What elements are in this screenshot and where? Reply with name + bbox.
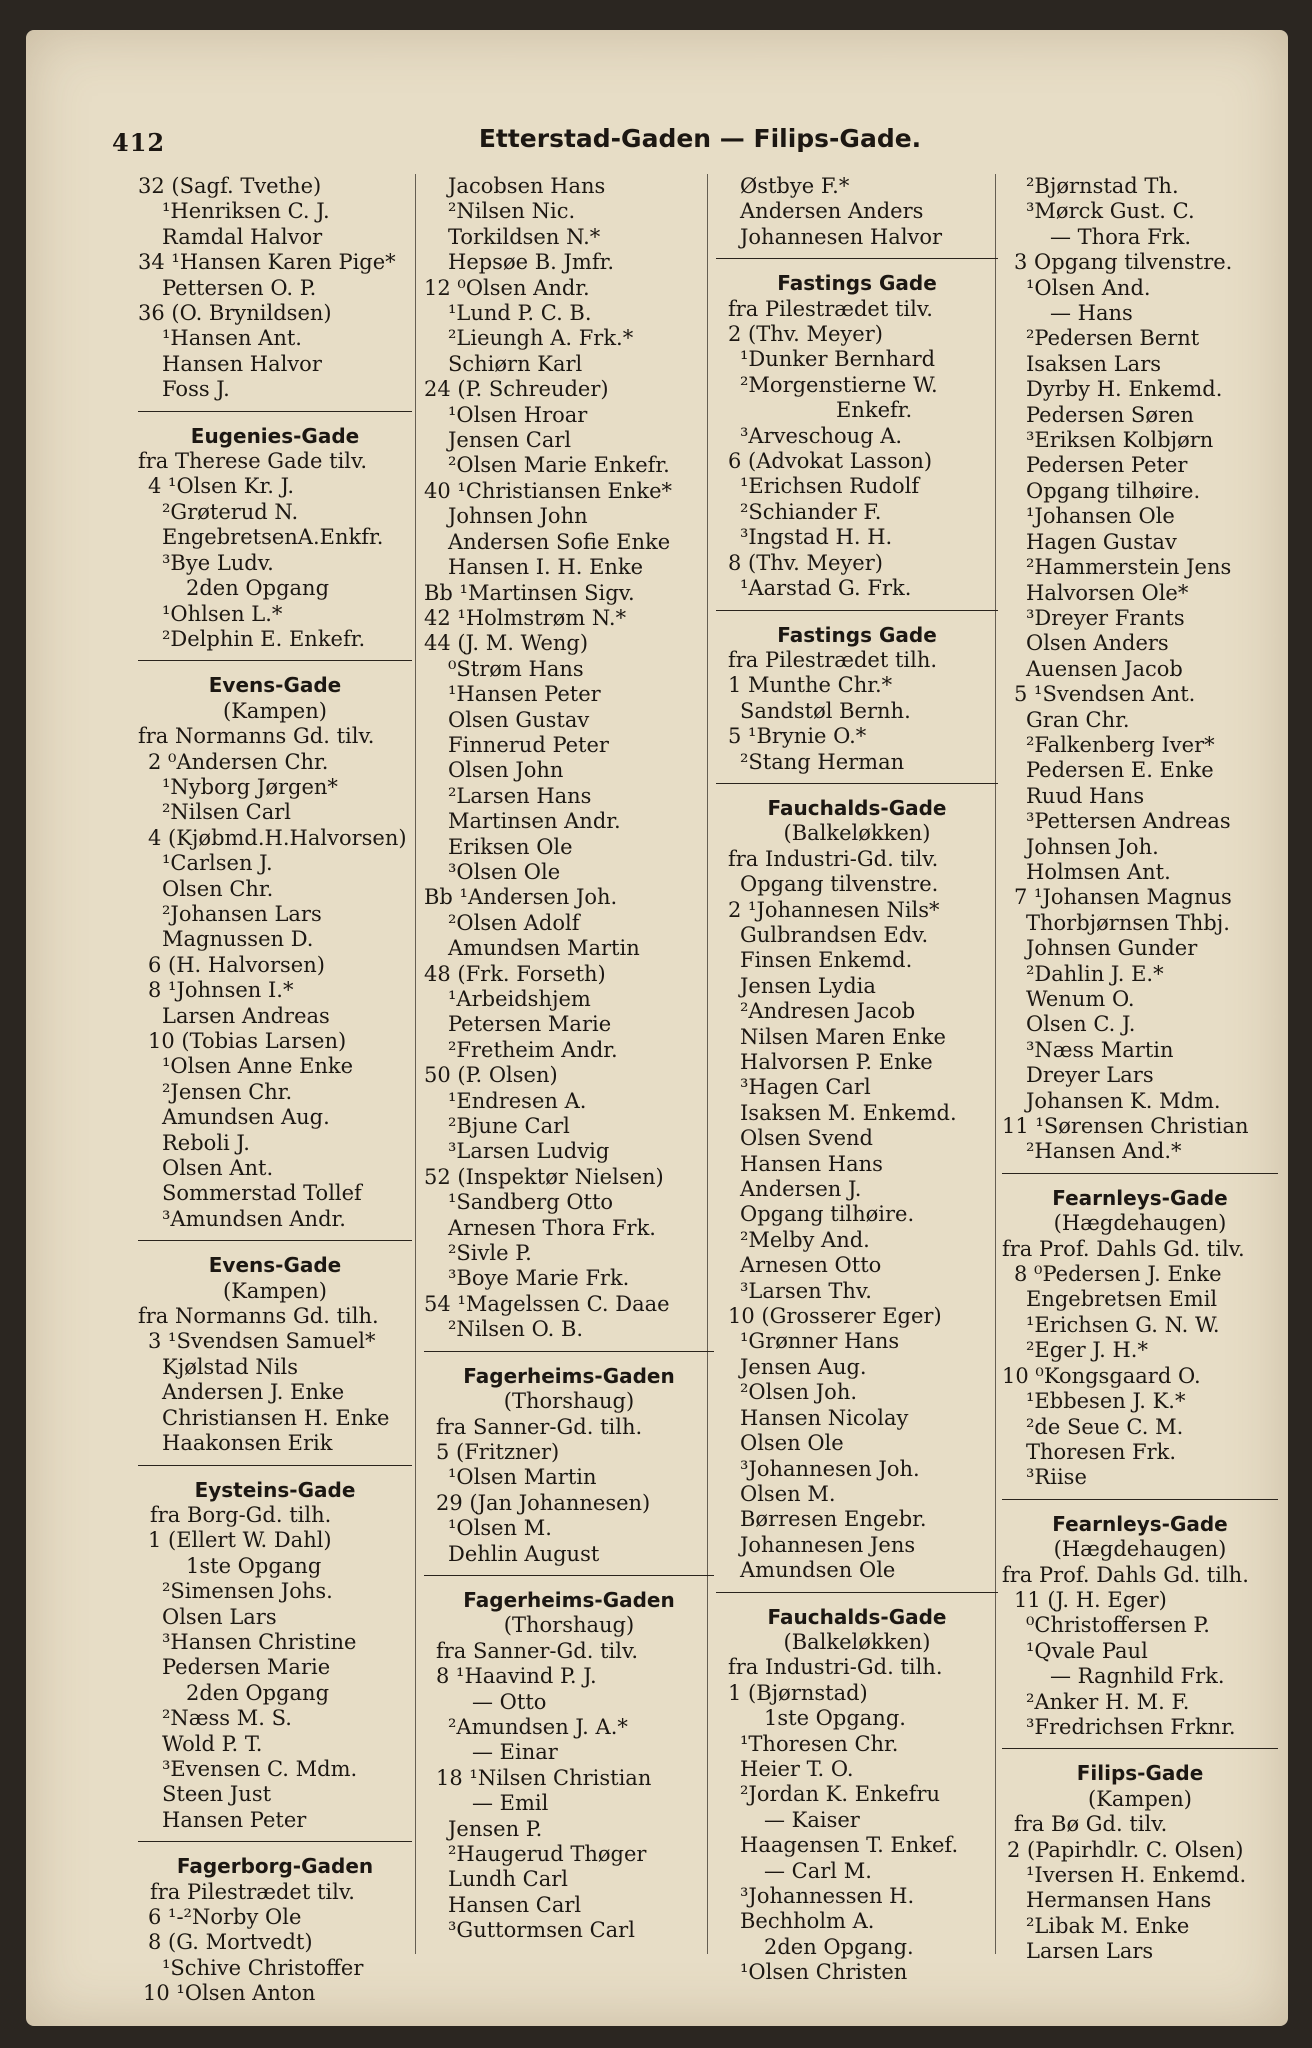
directory-entry: ²Schiander F. xyxy=(740,499,882,524)
directory-entry: ²Simensen Johs. xyxy=(162,1579,333,1604)
street-heading: Eysteins-Gade xyxy=(194,1477,356,1502)
directory-entry: fra Therese Gade tilv. xyxy=(138,449,368,474)
directory-entry: Christiansen H. Enke xyxy=(162,1405,390,1430)
directory-entry: fra Pilestrædet tilv. xyxy=(150,1879,355,1904)
district-note: (Kampen) xyxy=(223,1278,327,1303)
directory-entry: Dreyer Lars xyxy=(1026,1063,1154,1088)
directory-entry: Johannesen Halvor xyxy=(740,224,943,249)
directory-entry: 10 ¹Olsen Anton xyxy=(143,1981,316,2006)
district-note: (Thorshaug) xyxy=(503,1389,635,1414)
section-rule xyxy=(716,610,998,623)
directory-entry: Arnesen Thora Frk. xyxy=(448,1215,656,1240)
directory-entry: Pedersen E. Enke xyxy=(1026,758,1214,783)
directory-entry: 3 ¹Svendsen Samuel* xyxy=(148,1329,376,1354)
directory-entry: Halvorsen Ole* xyxy=(1026,580,1189,605)
section-rule xyxy=(716,258,998,271)
directory-entry: ¹Qvale Paul xyxy=(1026,1638,1148,1663)
directory-entry: Foss J. xyxy=(162,377,230,402)
directory-entry: ¹Hansen Ant. xyxy=(162,326,302,351)
directory-entry: 2 (Papirhdlr. C. Olsen) xyxy=(1007,1837,1244,1862)
directory-entry: 2 (Thv. Meyer) xyxy=(728,322,883,347)
directory-entry: ¹Erichsen G. N. W. xyxy=(1026,1312,1220,1337)
directory-entry: Hagen Gustav xyxy=(1026,529,1177,554)
directory-entry: ¹Sandberg Otto xyxy=(448,1190,614,1215)
section-rule xyxy=(716,783,998,796)
directory-entry: ²Libak M. Enke xyxy=(1026,1913,1190,1938)
directory-entry: ¹Johansen Ole xyxy=(1026,504,1175,529)
directory-entry: 12 ⁰Olsen Andr. xyxy=(424,275,590,300)
directory-entry: ¹Endresen A. xyxy=(448,1088,587,1113)
directory-entry: Larsen Andreas xyxy=(162,1003,330,1028)
directory-entry: Olsen M. xyxy=(740,1481,836,1506)
directory-entry: 54 ¹Magelssen C. Daae xyxy=(424,1291,670,1316)
directory-entry: ¹Carlsen J. xyxy=(162,851,273,876)
directory-entry: ¹Olsen Hroar xyxy=(448,402,588,427)
directory-entry: ²Anker H. M. F. xyxy=(1026,1689,1190,1714)
directory-entry: ²Grøterud N. xyxy=(162,499,299,524)
directory-entry: Holmsen Ant. xyxy=(1026,859,1171,884)
directory-entry: Andersen J. Enke xyxy=(162,1380,345,1405)
directory-entry: ²Pedersen Bernt xyxy=(1026,326,1200,351)
directory-entry: ²Bjørnstad Th. xyxy=(1026,174,1179,198)
directory-entry: Jensen P. xyxy=(448,1816,543,1841)
section-rule xyxy=(138,660,412,673)
directory-entry: ¹Hansen Peter xyxy=(448,682,601,707)
section-rule xyxy=(1002,1748,1278,1761)
directory-entry: ¹Arbeidshjem xyxy=(448,987,591,1011)
directory-entry: ³Riise xyxy=(1026,1465,1087,1490)
directory-entry: Johnsen Joh. xyxy=(1026,834,1159,859)
directory-entry: — Otto xyxy=(472,1689,547,1714)
directory-entry: Hepsøe B. Jmfr. xyxy=(448,250,615,275)
directory-entry: fra Pilestrædet tilh. xyxy=(728,647,938,672)
directory-entry: 3 Opgang tilvenstre. xyxy=(1014,250,1233,275)
street-heading: Fagerheims-Gaden xyxy=(463,1363,675,1388)
directory-entry: EngebretsenA.Enkfr. xyxy=(162,525,384,550)
directory-entry: Jacobsen Hans xyxy=(448,174,606,198)
directory-entry: ³Hansen Christine xyxy=(162,1629,357,1654)
directory-entry: Thorbjørnsen Thbj. xyxy=(1026,910,1230,935)
directory-entry: ²Olsen Adolf xyxy=(448,910,580,935)
directory-entry: ⁰Christoffersen P. xyxy=(1026,1613,1210,1638)
directory-entry: Magnussen D. xyxy=(162,927,314,952)
directory-entry: ²Olsen Marie Enkefr. xyxy=(448,453,670,478)
street-heading: Fastings Gade xyxy=(777,622,937,647)
directory-entry: Ruud Hans xyxy=(1026,783,1145,808)
directory-entry: Østbye F.* xyxy=(740,174,850,198)
directory-entry: Halvorsen P. Enke xyxy=(740,1050,933,1074)
directory-entry: Hansen Nicolay xyxy=(740,1405,909,1430)
directory-entry: — Emil xyxy=(472,1791,549,1816)
directory-entry: Jensen Carl xyxy=(448,428,572,453)
section-rule xyxy=(716,1592,998,1605)
directory-entry: ³Amundsen Andr. xyxy=(162,1206,346,1231)
directory-entry: ³Næss Martin xyxy=(1026,1037,1174,1062)
directory-entry: Gulbrandsen Edv. xyxy=(740,922,929,947)
directory-entry: ²Sivle P. xyxy=(448,1241,532,1266)
directory-entry: 1 (Bjørnstad) xyxy=(728,1680,868,1705)
directory-entry: Thoresen Frk. xyxy=(1026,1439,1177,1464)
directory-entry: Amundsen Martin xyxy=(448,936,640,961)
section-rule xyxy=(138,1465,412,1478)
directory-entry: Kjølstad Nils xyxy=(162,1354,298,1379)
directory-entry: 11 ¹Sørensen Christian xyxy=(1002,1114,1249,1139)
section-rule xyxy=(1002,1499,1278,1512)
directory-entry: ²Delphin E. Enkefr. xyxy=(162,626,366,651)
directory-entry: fra Borg-Gd. tilh. xyxy=(150,1502,332,1527)
directory-entry: ³Boye Marie Frk. xyxy=(448,1266,630,1291)
directory-entry: Jensen Lydia xyxy=(740,973,876,998)
street-heading: Filips-Gade xyxy=(1076,1761,1204,1786)
directory-entry: 8 ⁰Pedersen J. Enke xyxy=(1014,1262,1222,1287)
directory-entry: 52 (Inspektør Nielsen) xyxy=(424,1164,664,1189)
directory-entry: 8 ¹Haavind P. J. xyxy=(436,1664,597,1689)
directory-entry: ³Pettersen Andreas xyxy=(1026,809,1231,834)
directory-entry: Olsen Lars xyxy=(162,1604,277,1629)
directory-entry: — Einar xyxy=(472,1740,558,1765)
street-heading: Fearnleys-Gade xyxy=(1052,1185,1228,1210)
directory-entry: 6 (Advokat Lasson) xyxy=(728,449,933,474)
directory-entry: Hermansen Hans xyxy=(1026,1888,1212,1913)
directory-entry: ²Eger J. H.* xyxy=(1026,1338,1148,1363)
district-note: (Thorshaug) xyxy=(503,1613,635,1638)
directory-entry: ¹Olsen And. xyxy=(1026,275,1151,300)
directory-entry: — Carl M. xyxy=(764,1858,872,1883)
directory-entry: ¹Henriksen C. J. xyxy=(162,199,330,224)
column-divider xyxy=(415,174,416,1954)
directory-entry: Johnsen Gunder xyxy=(1026,936,1198,961)
directory-entry: ¹Olsen Christen xyxy=(740,1960,908,1985)
directory-entry: 29 (Jan Johannesen) xyxy=(436,1490,651,1515)
directory-entry: ²Falkenberg Iver* xyxy=(1026,732,1215,757)
directory-entry: ³Larsen Thv. xyxy=(740,1278,872,1303)
directory-entry: ²Stang Herman xyxy=(740,749,905,774)
directory-entry: fra Industri-Gd. tilh. xyxy=(728,1655,943,1680)
directory-entry: 42 ¹Holmstrøm N.* xyxy=(424,605,627,630)
directory-entry: ¹Ohlsen L.* xyxy=(162,601,283,626)
section-rule xyxy=(138,1841,412,1854)
directory-entry: Wenum O. xyxy=(1026,987,1135,1011)
directory-entry: Jensen Aug. xyxy=(740,1354,867,1379)
directory-entry: ²Amundsen J. A.* xyxy=(448,1714,628,1739)
directory-entry: 5 ¹Brynie O.* xyxy=(728,724,867,749)
directory-entry: 1ste Opgang xyxy=(186,1553,322,1578)
directory-entry: 1 (Ellert W. Dahl) xyxy=(148,1528,332,1553)
district-note: (Kampen) xyxy=(223,698,327,723)
directory-entry: Steen Just xyxy=(162,1782,272,1807)
directory-entry: 1 Munthe Chr.* xyxy=(728,673,893,698)
directory-entry: Sandstøl Bernh. xyxy=(740,698,911,723)
directory-entry: Finsen Enkemd. xyxy=(740,948,913,973)
directory-entry: Pedersen Søren xyxy=(1026,402,1194,427)
directory-entry: Petersen Marie xyxy=(448,1012,612,1037)
directory-entry: 7 ¹Johansen Magnus xyxy=(1014,885,1232,910)
street-heading: Fagerheims-Gaden xyxy=(463,1587,675,1612)
directory-entry: — Hans xyxy=(1050,301,1133,326)
directory-entry: Hansen Hans xyxy=(740,1151,883,1176)
section-rule xyxy=(138,1240,412,1253)
section-rule xyxy=(424,1575,714,1588)
directory-entry: Hansen Halvor xyxy=(162,351,322,376)
directory-entry: 18 ¹Nilsen Christian xyxy=(436,1765,652,1790)
directory-entry: Bb ¹Martinsen Sigv. xyxy=(424,580,635,605)
directory-entry: Olsen Ole xyxy=(740,1431,844,1456)
directory-entry: Isaksen Lars xyxy=(1026,351,1162,376)
directory-entry: ¹Lund P. C. B. xyxy=(448,301,592,326)
directory-entry: Lundh Carl xyxy=(448,1867,568,1892)
directory-entry: Heier T. O. xyxy=(740,1756,854,1781)
directory-entry: ²Andresen Jacob xyxy=(740,999,916,1024)
directory-entry: — Ragnhild Frk. xyxy=(1050,1664,1225,1689)
directory-entry: Bechholm A. xyxy=(740,1909,875,1934)
directory-entry: ²Larsen Hans xyxy=(448,783,592,808)
directory-entry: fra Prof. Dahls Gd. tilv. xyxy=(1002,1236,1245,1261)
section-rule xyxy=(424,1351,714,1364)
directory-entry: Olsen John xyxy=(448,758,564,783)
running-head: Etterstad-Gaden — Filips-Gade. xyxy=(478,124,922,153)
directory-entry: Reboli J. xyxy=(162,1130,250,1155)
directory-entry: ²Nilsen O. B. xyxy=(448,1317,584,1342)
page-number: 412 xyxy=(112,128,166,157)
directory-entry: 2den Opgang xyxy=(186,576,330,601)
directory-entry: ¹Ebbesen J. K.* xyxy=(1026,1389,1186,1414)
directory-entry: Martinsen Andr. xyxy=(448,809,621,834)
directory-entry: Amundsen Aug. xyxy=(162,1105,330,1130)
directory-entry: ²Bjune Carl xyxy=(448,1114,570,1139)
directory-entry: ²Jordan K. Enkefru xyxy=(740,1782,941,1807)
street-heading: Evens-Gade xyxy=(208,1253,342,1278)
directory-entry: Opgang tilhøire. xyxy=(1026,478,1201,503)
directory-entry: Wold P. T. xyxy=(162,1731,263,1756)
directory-entry: ²Lieungh A. Frk.* xyxy=(448,326,634,351)
directory-entry: Finnerud Peter xyxy=(448,732,609,757)
directory-entry: Børresen Engebr. xyxy=(740,1507,927,1532)
directory-entry: ²de Seue C. M. xyxy=(1026,1414,1184,1439)
directory-entry: fra Prof. Dahls Gd. tilh. xyxy=(1002,1562,1249,1587)
column-1 xyxy=(138,174,412,2007)
directory-entry: 10 (Grosserer Eger) xyxy=(728,1304,942,1329)
section-rule xyxy=(138,411,412,424)
directory-entry: ²Nilsen Nic. xyxy=(448,199,576,224)
directory-entry: 8 (Thv. Meyer) xyxy=(728,550,883,575)
district-note: (Hægdehaugen) xyxy=(1053,1537,1227,1562)
directory-entry: 40 ¹Christiansen Enke* xyxy=(424,478,673,503)
directory-entry: Torkildsen N.* xyxy=(448,224,601,249)
directory-entry: ¹Erichsen Rudolf xyxy=(740,474,920,499)
directory-entry: ³Johannessen H. xyxy=(740,1884,915,1908)
directory-entry: Johannesen Jens xyxy=(740,1532,916,1557)
street-heading: Fastings Gade xyxy=(777,271,937,296)
directory-entry: fra Sanner-Gd. tilh. xyxy=(436,1414,643,1439)
directory-entry: ²Haugerud Thøger xyxy=(448,1842,647,1866)
directory-entry: Hansen I. H. Enke xyxy=(448,555,644,580)
directory-entry: ³Bye Ludv. xyxy=(162,550,274,575)
directory-entry: Sommerstad Tollef xyxy=(162,1181,362,1206)
directory-entry: ²Olsen Joh. xyxy=(740,1380,858,1405)
directory-entry: Nilsen Maren Enke xyxy=(740,1024,946,1049)
directory-entry: Ramdal Halvor xyxy=(162,224,323,249)
directory-entry: Larsen Lars xyxy=(1026,1939,1154,1964)
directory-entry: — Kaiser xyxy=(764,1807,860,1832)
directory-entry: 32 (Sagf. Tvethe) xyxy=(138,174,322,198)
directory-entry: Andersen Anders xyxy=(740,199,924,224)
street-heading: Fauchalds-Gade xyxy=(767,795,947,820)
street-heading: Eugenies-Gade xyxy=(190,423,360,448)
directory-entry: 5 (Fritzner) xyxy=(436,1439,560,1464)
directory-entry: ²Hansen And.* xyxy=(1026,1139,1182,1164)
column-3 xyxy=(716,174,998,1986)
column-4 xyxy=(1002,174,1278,1965)
directory-entry: 2 ⁰Andersen Chr. xyxy=(148,749,329,774)
section-rule xyxy=(1002,1173,1278,1186)
directory-entry: Opgang tilvenstre. xyxy=(740,872,939,897)
column-2 xyxy=(424,174,714,1944)
directory-entry: — Thora Frk. xyxy=(1050,224,1192,249)
directory-entry: Olsen Svend xyxy=(740,1126,873,1151)
directory-entry: 4 (Kjøbmd.H.Halvorsen) xyxy=(148,825,407,850)
directory-entry: 50 (P. Olsen) xyxy=(424,1063,558,1088)
directory-entry: ¹Olsen M. xyxy=(448,1516,552,1541)
directory-entry: ¹Nyborg Jørgen* xyxy=(162,774,338,799)
directory-entry: ²Morgenstierne W. xyxy=(740,372,938,397)
directory-entry: 24 (P. Schreuder) xyxy=(424,377,609,402)
directory-entry: Haakonsen Erik xyxy=(162,1431,333,1456)
directory-entry: ¹Iversen H. Enkemd. xyxy=(1026,1863,1247,1887)
directory-entry: 2 ¹Johannesen Nils* xyxy=(728,897,940,922)
street-heading: Fagerborg-Gaden xyxy=(176,1854,374,1879)
directory-entry: ³Evensen C. Mdm. xyxy=(162,1756,358,1781)
directory-entry: ³Olsen Ole xyxy=(448,859,561,884)
directory-entry: ³Mørck Gust. C. xyxy=(1026,199,1195,224)
directory-entry: ¹Schive Christoffer xyxy=(162,1955,364,1980)
directory-entry: ³Arveschoug A. xyxy=(740,423,903,448)
directory-entry: ³Hagen Carl xyxy=(740,1075,871,1100)
district-note: (Hægdehaugen) xyxy=(1053,1211,1227,1236)
directory-entry: 2den Opgang. xyxy=(764,1934,914,1959)
directory-entry: ³Fredrichsen Frknr. xyxy=(1026,1714,1236,1739)
directory-entry: 2den Opgang xyxy=(186,1680,330,1705)
directory-entry: Johnsen John xyxy=(448,504,588,529)
directory-entry: 8 (G. Mortvedt) xyxy=(148,1930,313,1955)
district-note: (Balkeløkken) xyxy=(783,821,931,846)
directory-entry: ³Johannesen Joh. xyxy=(740,1456,920,1481)
directory-entry: Amundsen Ole xyxy=(740,1558,896,1583)
directory-entry: Enkefr. xyxy=(836,398,913,423)
directory-entry: Eriksen Ole xyxy=(448,834,573,859)
directory-entry: ²Jensen Chr. xyxy=(162,1079,293,1104)
district-note: (Balkeløkken) xyxy=(783,1629,931,1654)
directory-entry: ³Dreyer Frants xyxy=(1026,605,1185,630)
directory-entry: Olsen C. J. xyxy=(1026,1012,1136,1037)
directory-entry: Opgang tilhøire. xyxy=(740,1202,915,1227)
directory-entry: Engebretsen Emil xyxy=(1026,1287,1218,1312)
directory-entry: ²Hammerstein Jens xyxy=(1026,555,1232,580)
directory-entry: Olsen Anders xyxy=(1026,631,1169,656)
directory-entry: Pedersen Marie xyxy=(162,1655,331,1680)
directory-entry: Johansen K. Mdm. xyxy=(1026,1088,1221,1113)
directory-entry: ²Melby And. xyxy=(740,1227,870,1252)
directory-entry: Olsen Gustav xyxy=(448,707,590,732)
directory-entry: ¹Grønner Hans xyxy=(740,1329,900,1354)
directory-entry: Auensen Jacob xyxy=(1026,656,1183,681)
directory-entry: Hansen Carl xyxy=(448,1892,582,1917)
directory-entry: fra Industri-Gd. tilv. xyxy=(728,846,939,871)
directory-entry: fra Pilestrædet tilv. xyxy=(728,296,933,321)
directory-entry: ²Nilsen Carl xyxy=(162,800,291,825)
directory-entry: ³Eriksen Kolbjørn xyxy=(1026,428,1214,453)
street-heading: Fearnleys-Gade xyxy=(1052,1511,1228,1536)
directory-entry: ²Johansen Lars xyxy=(162,901,322,926)
directory-entry: ²Næss M. S. xyxy=(162,1706,292,1731)
directory-entry: Hansen Peter xyxy=(162,1807,307,1832)
directory-entry: ¹Olsen Martin xyxy=(448,1465,597,1490)
directory-entry: 8 ¹Johnsen I.* xyxy=(148,978,294,1003)
street-heading: Evens-Gade xyxy=(208,673,342,698)
directory-entry: Olsen Chr. xyxy=(162,876,274,901)
directory-entry: 6 (H. Halvorsen) xyxy=(148,952,325,977)
directory-entry: ²Fretheim Andr. xyxy=(448,1037,618,1062)
directory-entry: ²Dahlin J. E.* xyxy=(1026,961,1164,986)
directory-entry: fra Sanner-Gd. tilv. xyxy=(436,1638,639,1663)
directory-entry: 6 ¹-²Norby Ole xyxy=(148,1905,302,1929)
directory-entry: Pettersen O. P. xyxy=(162,275,317,300)
directory-entry: ¹Aarstad G. Frk. xyxy=(740,576,912,601)
directory-entry: ³Larsen Ludvig xyxy=(448,1139,610,1164)
directory-entry: Gran Chr. xyxy=(1026,707,1130,732)
directory-entry: Arnesen Otto xyxy=(740,1253,882,1278)
directory-entry: ¹Olsen Anne Enke xyxy=(162,1054,354,1079)
directory-entry: 11 (J. H. Eger) xyxy=(1014,1587,1167,1612)
directory-entry: 10 (Tobias Larsen) xyxy=(148,1029,347,1053)
directory-entry: 5 ¹Svendsen Ant. xyxy=(1014,682,1196,707)
directory-entry: Isaksen M. Enkemd. xyxy=(740,1100,957,1125)
directory-entry: Pedersen Peter xyxy=(1026,453,1188,478)
directory-entry: ¹Dunker Bernhard xyxy=(740,347,936,372)
directory-entry: Dehlin August xyxy=(448,1541,600,1566)
directory-entry: ³Ingstad H. H. xyxy=(740,525,893,550)
directory-entry: 34 ¹Hansen Karen Pige* xyxy=(138,250,396,275)
directory-entry: Bb ¹Andersen Joh. xyxy=(424,885,618,910)
directory-entry: 36 (O. Brynildsen) xyxy=(138,301,332,326)
directory-entry: Schiørn Karl xyxy=(448,351,583,376)
directory-entry: ¹Thoresen Chr. xyxy=(740,1731,899,1756)
directory-entry: ⁰Strøm Hans xyxy=(448,656,584,681)
directory-entry: fra Bø Gd. tilv. xyxy=(1014,1812,1168,1837)
directory-entry: Andersen J. xyxy=(740,1177,862,1202)
directory-entry: 4 ¹Olsen Kr. J. xyxy=(148,474,295,499)
directory-entry: 48 (Frk. Forseth) xyxy=(424,961,606,986)
directory-entry: fra Normanns Gd. tilh. xyxy=(138,1304,379,1329)
directory-entry: fra Normanns Gd. tilv. xyxy=(138,724,375,749)
directory-entry: Andersen Sofie Enke xyxy=(448,529,671,554)
directory-entry: Dyrby H. Enkemd. xyxy=(1026,377,1223,402)
street-heading: Fauchalds-Gade xyxy=(767,1604,947,1629)
directory-entry: Olsen Ant. xyxy=(162,1156,274,1181)
directory-entry: 10 ⁰Kongsgaard O. xyxy=(1002,1363,1201,1388)
district-note: (Kampen) xyxy=(1088,1786,1192,1811)
directory-entry: 44 (J. M. Weng) xyxy=(424,631,589,656)
directory-entry: ³Guttormsen Carl xyxy=(448,1918,635,1943)
directory-entry: Haagensen T. Enkef. xyxy=(740,1833,959,1858)
directory-entry: 1ste Opgang. xyxy=(764,1706,906,1731)
